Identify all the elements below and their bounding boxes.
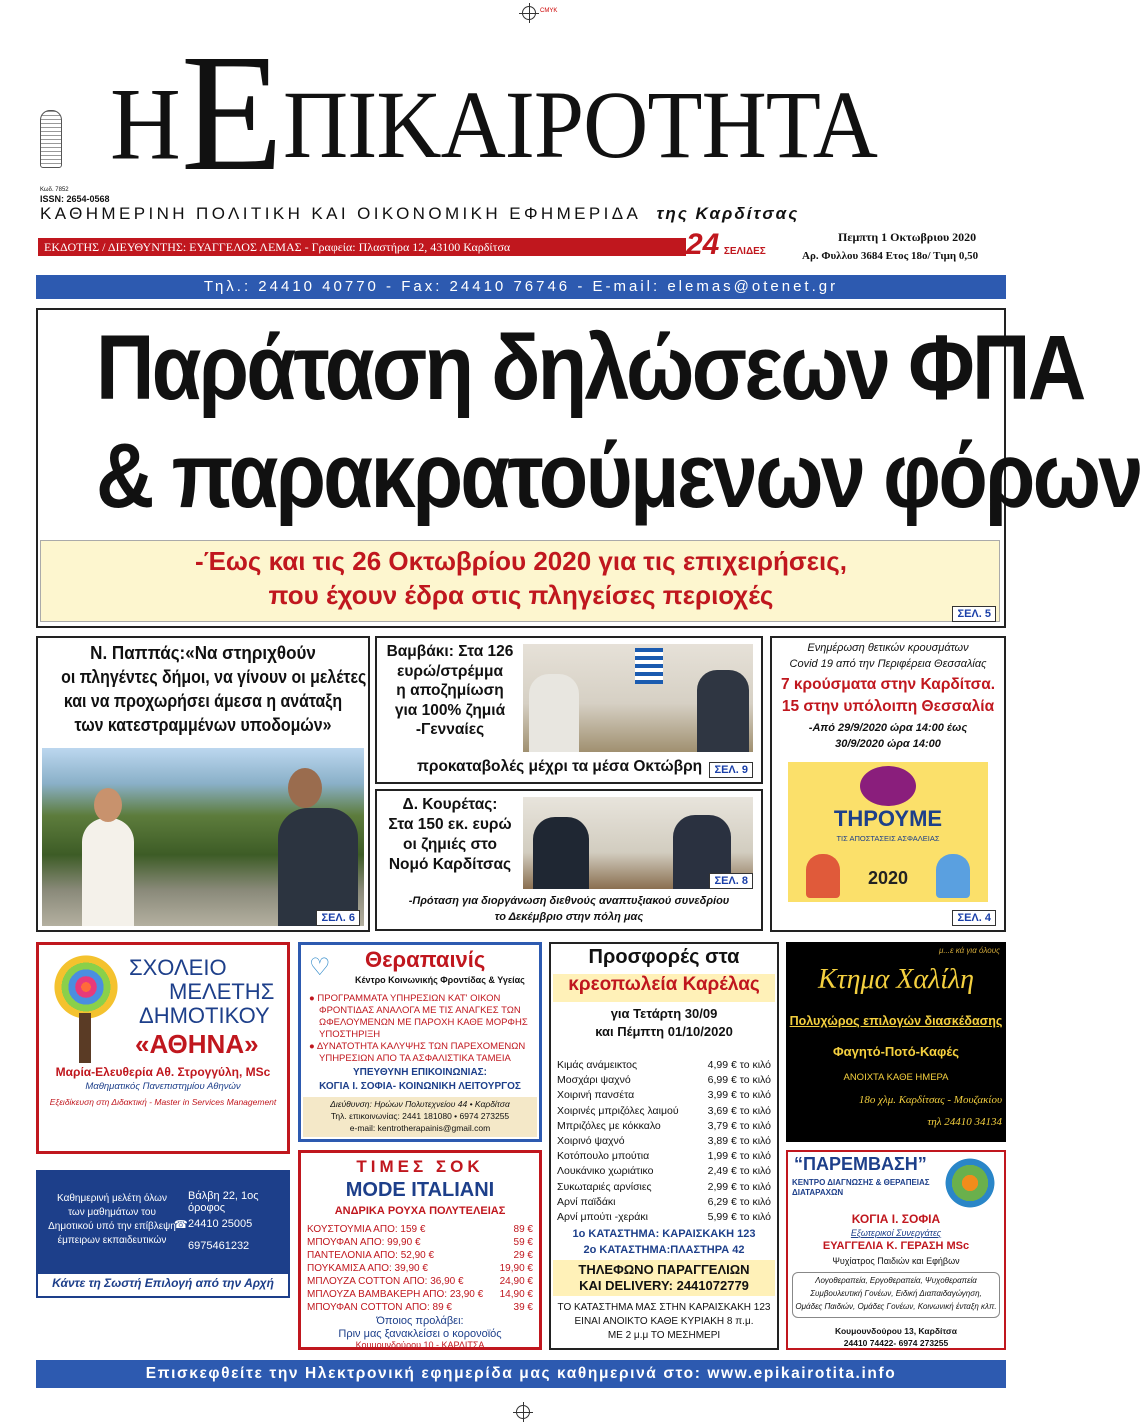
kouretas-note-2: το Δεκέμβριο στην πόλη μας: [494, 911, 644, 923]
story-kouretas[interactable]: [375, 789, 763, 931]
contact-info: Τηλ.: 24410 40770 - Fax: 24410 76746 - E-mail: elemas@otenet.gr: [203, 278, 839, 295]
tree-trunk: [79, 1013, 91, 1063]
kouretas-line-1: Δ. Κουρέτας:: [402, 796, 498, 813]
paremvasi-sub: ΚΕΝΤΡΟ ΔΙΑΓΝΩΣΗΣ & ΘΕΡΑΠΕΙΑΣ ΔΙΑΤΑΡΑΧΩΝ: [792, 1178, 930, 1197]
school-slogan: Κάντε τη Σωστή Επιλογή από την Αρχή: [52, 1276, 274, 1290]
paremvasi-logo: [940, 1156, 1000, 1210]
headline-box: [36, 308, 1141, 628]
therap-service-2: ● ΔΥΝΑΤΟΤΗΤΑ ΚΑΛΥΨΗΣ ΤΩΝ ΠΑΡΕΧΟΜΕΝΩΝ ΥΠΗΡΕΣΙΩΝ ΑΠΟ ΤΑ ΑΣΦΑΛΙΣΤΙΚΑ ΤΑΜΕΙΑ: [319, 1041, 537, 1065]
cotton-text: [381, 642, 519, 740]
headline-line1[interactable]: Παράταση δηλώσεων ΦΠΑ: [95, 317, 1084, 419]
butcher-item: Αρνί παϊδάκι 6,29 € το κιλό: [557, 1195, 771, 1208]
tree-crown: [49, 955, 123, 1019]
covid-poster: [788, 762, 988, 924]
mode-brand: MODE ITALIANI: [345, 1179, 495, 1201]
poster-year: 2020: [867, 868, 909, 888]
mode-c2: Πριν μας ξανακλείσει ο κορονοϊός: [338, 1328, 502, 1340]
butcher-title-2: κρεοπωλεία Καρέλας: [568, 974, 760, 995]
kouretas-note-1: -Πρόταση για διοργάνωση διεθνούς αναπτυξιακού συνεδρίου: [408, 895, 730, 907]
butcher-date-2: και Πέμπτη 01/10/2020: [595, 1024, 733, 1039]
ktima-tagline: μ...ε κά για όλους: [938, 946, 1000, 955]
school-l1: ΣΧΟΛΕΙΟ: [129, 955, 227, 980]
therap-service-1: ● ΠΡΟΓΡΑΜΜΑΤΑ ΥΠΗΡΕΣΙΩΝ ΚΑΤ' ΟΙΚΟΝ ΦΡΟΝΤΙΔΑΣ ΑΝΑΛΟΓΑ ΜΕ ΤΙΣ ΑΝΑΓΚΕΣ ΤΩΝ ΩΦΕΛΟΥΜΕΝΩΝ ΜΕ ΠΑΡΟΧΗ ΚΑΘΕ ΜΟΡΦΗΣ ΥΠΟΣΤΗΡΙΞΗ: [319, 993, 537, 1041]
butcher-item: Συκωταριές αρνίσιες 2,99 € το κιλό: [557, 1180, 771, 1193]
poster-sub: ΤΙΣ ΑΠΟΣΤΑΣΕΙΣ ΑΣΦΑΛΕΙΑΣ: [836, 834, 940, 843]
person-2: [278, 808, 358, 926]
official-2: [697, 670, 749, 752]
page-ref-5[interactable]: ΣΕΛ. 5: [952, 606, 996, 622]
flag: [635, 648, 663, 684]
therap-title: Θεραπαινίς: [365, 947, 486, 972]
school-desc-4: έμπειρων εκπαιδευτικών: [57, 1235, 167, 1246]
page-ref-9[interactable]: ΣΕΛ. 9: [709, 762, 753, 778]
tree-logo: [45, 951, 127, 1071]
butcher-footer-1: ΤΟ ΚΑΤΑΣΤΗΜΑ ΜΑΣ ΣΤΗΝ ΚΑΡΑΙΣΚΑΚΗ 123: [557, 1302, 771, 1313]
cotton-line-3: η αποζημίωση: [396, 682, 504, 699]
butcher-title-1: Προσφορές στα: [588, 946, 740, 968]
butcher-item: Αρνί μπούτι -χεράκι 5,99 € το κιλό: [557, 1211, 771, 1224]
ktima-l4: 18ο χλμ. Καρδίτσας - Μουζακίου: [858, 1094, 1002, 1106]
pages-count: [686, 228, 766, 262]
issue-date: Πεμπτη 1 Οκτωβριου 2020: [838, 230, 977, 244]
butcher-tel-2: ΚΑΙ DELIVERY: 2441072779: [579, 1278, 749, 1293]
covid-head-2: 15 στην υπόλοιπη Θεσσαλία: [781, 698, 995, 715]
butcher-store-2: 2ο ΚΑΤΑΣΤΗΜΑ:ΠΛΑΣΤΗΡΑ 42: [583, 1244, 745, 1256]
mode-c1: Όποιος προλάβει:: [376, 1315, 464, 1327]
mode-item: ΚΟΥΣΤΟΥΜΙΑ ΑΠΟ: 159 € 89 €: [307, 1224, 533, 1235]
issue-number: Αρ. Φυλλου 3684 Ετος 18ο/ Τιμη 0,50: [802, 250, 979, 262]
covid-range-1: -Από 29/9/2020 ώρα 14:00 έως: [808, 722, 968, 734]
school-l3: ΔΗΜΟΤΙΚΟΥ: [139, 1003, 270, 1028]
school-desc-1: Καθημερινή μελέτη όλων: [57, 1193, 167, 1204]
person-2-head: [288, 768, 322, 808]
butcher-item: Μπριζόλες με κόκκαλο 3,79 € το κιλό: [557, 1119, 771, 1132]
ad-butcher[interactable]: [549, 942, 779, 1350]
butcher-footer-3: ΜΕ 2 μ.μ ΤΟ ΜΕΣΗΜΕΡΙ: [607, 1330, 721, 1341]
pages-number: 24: [686, 228, 720, 261]
cotton-last-line: προκαταβολές μέχρι τα μέσα Οκτώβρη: [417, 758, 703, 775]
butcher-item: Χοιρινό ψαχνό 3,89 € το κιλό: [557, 1135, 771, 1148]
butcher-item: Χοιρινές μπριζόλες λαιμού 3,69 € το κιλό: [557, 1104, 771, 1117]
mode-item: ΜΠΛΟΥΖΑ ΒΑΜΒΑΚΕΡΗ ΑΠΟ: 23,90 € 14,90 €: [307, 1289, 533, 1300]
mode-item: ΜΠΟΥΦΑΝ ΑΠΟ: 99,90 € 59 €: [307, 1237, 533, 1248]
ad-school-bottom[interactable]: [36, 1170, 290, 1298]
pappas-head-2: οι πληγέντες δήμοι, να γίνουν οι μελέτες: [61, 666, 367, 687]
therap-sub: Κέντρο Κοινωνικής Φροντίδας & Υγείας: [355, 975, 525, 985]
paremvasi-srv1: Λογοθεραπεία, Εργοθεραπεία, Ψυχοθεραπεία: [815, 1276, 977, 1285]
person-a: [533, 817, 589, 889]
ktima-name: Κτημα Χαλίλη: [817, 964, 975, 995]
school-spec: Εξειδίκευση στη Διδακτική - Master in Services Management: [49, 1097, 277, 1107]
school-desc-2: των μαθημάτων του: [68, 1207, 156, 1218]
ad-ktima[interactable]: [786, 942, 1006, 1142]
butcher-price-list: [551, 1058, 777, 1225]
paremvasi-name2: ΕΥΑΓΓΕΛΙΑ Κ. ΓΕΡΑΣΗ MSc: [822, 1240, 970, 1252]
pappas-photo: [42, 748, 364, 926]
subtitle-main: ΚΑΘΗΜΕΡΙΝΗ ΠΟΛΙΤΙΚΗ ΚΑΙ ΟΙΚΟΝΟΜΙΚΗ ΕΦΗΜΕΡΙΔΑ: [40, 204, 641, 223]
paremvasi-tel: 24410 74422- 6974 273255: [843, 1338, 949, 1348]
pappas-head-1: Ν. Παππάς:«Να στηριχθούν: [90, 642, 316, 663]
therap-tel: Τηλ. επικοινωνίας: 2441 181080 • 6974 273255: [330, 1111, 510, 1121]
school-desc: [40, 1192, 184, 1248]
covid-intro-2: Covid 19 από την Περιφέρεια Θεσσαλίας: [789, 658, 987, 670]
cotton-photo: [523, 644, 753, 752]
cotton-line-4: για 100% ζημιά: [394, 701, 506, 719]
story-pappas[interactable]: [36, 636, 370, 932]
covid-head-1: 7 κρούσματα στην Καρδίτσα.: [780, 676, 996, 693]
cotton-line-5: -Γενναίες: [415, 721, 485, 738]
person-1: [82, 818, 134, 926]
mode-price-list: [301, 1223, 539, 1314]
butcher-item: Κοτόπουλο μπούτια 1,99 € το κιλό: [557, 1150, 771, 1163]
poster-title: ΤΗΡΟΥΜΕ: [833, 806, 943, 831]
page-ref-4[interactable]: ΣΕΛ. 4: [952, 910, 996, 926]
registration-mark-top: [522, 6, 536, 20]
covid-intro-1: Ενημέρωση θετικών κρουσμάτων: [807, 642, 969, 654]
pappas-head-4: των κατεστραμμένων υποδομών»: [74, 714, 332, 735]
butcher-tel-1: ΤΗΛΕΦΩΝΟ ΠΑΡΑΓΓΕΛΙΩΝ: [578, 1262, 750, 1277]
school-l2: ΜΕΛΕΤΗΣ: [169, 979, 275, 1004]
footer-link[interactable]: Επισκεφθείτε την Ηλεκτρονική εφημερίδα μας καθημερινά στο: www.epikairotita.info: [145, 1365, 897, 1382]
ktima-l2: Φαγητό-Ποτό-Καφές: [833, 1044, 959, 1059]
paremvasi-title: “ΠΑΡΕΜΒΑΣΗ”: [794, 1154, 927, 1174]
butcher-item: Χοιρινή πανσέτα 3,99 € το κιλό: [557, 1089, 771, 1102]
issn: ISSN: 2654-0568: [40, 194, 110, 204]
butcher-item: Μοσχάρι ψαχνό 6,99 € το κιλό: [557, 1074, 771, 1087]
phone-icon: ☎: [174, 1219, 188, 1231]
kouretas-line-2: Στα 150 εκ. ευρώ: [388, 816, 512, 833]
butcher-store-1: 1ο ΚΑΤΑΣΤΗΜΑ: ΚΑΡΑΙΣΚΑΚΗ 123: [572, 1228, 756, 1240]
title-rest: ΠΙΚΑΙΡΟΤΗΤΑ: [283, 71, 878, 178]
subheadline-line1: -Έως και τις 26 Οκτωβρίου 2020 για τις επιχειρήσεις,: [195, 546, 847, 576]
paremvasi-role: Ψυχίατρος Παιδιών και Εφήβων: [832, 1256, 960, 1266]
school-teacher: Μαρία-Ελευθερία Αθ. Στρογγύλη, MSc: [55, 1065, 271, 1079]
title-e: E: [180, 20, 284, 206]
mode-addr: Κουμουνδούρου 10 - ΚΑΡΔΙΤΣΑ: [355, 1340, 485, 1350]
paremvasi-name1: ΚΟΓΙΑ Ι. ΣΟΦΙΑ: [851, 1212, 941, 1226]
mode-item: ΠΟΥΚΑΜΙΣΑ ΑΠΟ: 39,90 € 19,90 €: [307, 1263, 533, 1274]
mode-item: ΜΠΟΥΦΑΝ COTTON ΑΠΟ: 89 € 39 €: [307, 1302, 533, 1313]
paremvasi-srv3: Ομάδες Παιδιών, Ομάδες Γονέων, Κοινωνική ένταξη κλπ.: [795, 1302, 997, 1311]
subtitle-tail: της Καρδίτσας: [656, 204, 800, 223]
kouretas-text: [381, 795, 519, 875]
ktima-l1: Πολυχώρος επιλογών διασκέδασης: [789, 1014, 1003, 1028]
pappas-head-3: και να προχωρήσει άμεσα η ανάταξη: [63, 690, 343, 711]
publisher-info: ΕΚΔΟΤΗΣ / ΔΙΕΥΘΥΝΤΗΣ: ΕΥΑΓΓΕΛΟΣ ΛΕΜΑΣ - Γραφεία: Πλαστήρα 12, 43100 Καρδίτσα: [44, 240, 511, 254]
registration-mark-bottom: [516, 1405, 530, 1419]
butcher-date-1: για Τετάρτη 30/09: [610, 1006, 718, 1021]
ad-paremvasi[interactable]: [786, 1150, 1006, 1350]
therap-email: e-mail: kentrotherapainis@gmail.com: [349, 1123, 491, 1133]
paremvasi-srv2: Συμβουλευτική Γονέων, Ειδική Διαπαιδαγώγηση,: [810, 1289, 982, 1298]
butcher-item: Κιμάς ανάμεικτος 4,99 € το κιλό: [557, 1059, 771, 1071]
kouretas-line-3: οι ζημιές στο: [402, 836, 498, 853]
therap-addr: Διεύθυνση: Ηρώων Πολυτεχνείου 44 • Καρδίτσα: [330, 1099, 510, 1109]
cmyk-label: CMYK: [540, 8, 558, 14]
pages-label: ΣΕΛΙΔΕΣ: [723, 246, 766, 257]
ad-mode-italiani[interactable]: [298, 1150, 542, 1350]
paremvasi-addr: Κουμουνδούρου 13, Καρδίτσα: [835, 1326, 957, 1336]
page-ref-8[interactable]: ΣΕΛ. 8: [709, 873, 753, 889]
headline-line2[interactable]: & παρακρατούμενων φόρων: [95, 425, 1141, 527]
heart-icon: ♡: [309, 954, 331, 981]
mode-sub: ΑΝΔΡΙΚΑ ΡΟΥΧΑ ΠΟΛΥΤΕΛΕΙΑΣ: [334, 1205, 506, 1217]
covid-range-2: 30/9/2020 ώρα 14:00: [835, 738, 941, 750]
mode-item: ΜΠΛΟΥΖΑ COTTON ΑΠΟ: 36,90 € 24,90 €: [307, 1276, 533, 1287]
person-1-head: [94, 788, 122, 822]
therap-resp-name: ΚΟΓΙΑ Ι. ΣΟΦΙΑ- ΚΟΙΝΩΝΙΚΗ ΛΕΙΤΟΥΡΓΟΣ: [319, 1081, 521, 1092]
cotton-line-1: Βαμβάκι: Στα 126: [386, 643, 514, 660]
paremvasi-coop: Εξωτερικοί Συνεργάτες: [850, 1228, 942, 1238]
poster-badge: [860, 766, 916, 806]
school-name: «ΑΘΗΝΑ»: [135, 1029, 259, 1059]
mode-item: ΠΑΝΤΕΛΟΝΙΑ ΑΠΟ: 52,90 € 29 €: [307, 1250, 533, 1261]
school-degree: Μαθηματικός Πανεπιστημίου Αθηνών: [85, 1081, 241, 1092]
ad-therapainis[interactable]: [298, 942, 542, 1142]
school-tel-1: 24410 25005: [188, 1218, 253, 1230]
subtitle: [40, 204, 799, 224]
therap-resp-label: ΥΠΕΥΘΥΝΗ ΕΠΙΚΟΙΝΩΝΙΑΣ:: [352, 1067, 488, 1078]
school-addr: Βάλβη 22, 1ος όροφος: [188, 1190, 259, 1214]
school-desc-3: Δημοτικού υπό την επίβλεψη: [48, 1221, 176, 1232]
school-tel-2: 6975461232: [188, 1240, 250, 1252]
story-cotton[interactable]: [375, 636, 763, 784]
kouretas-line-4: Νομό Καρδίτσας: [388, 856, 512, 873]
butcher-footer-2: ΕΙΝΑΙ ΑΝΟΙΚΤΟ ΚΑΘΕ ΚΥΡΙΑΚΗ 8 π.μ.: [574, 1316, 754, 1327]
cotton-line-2: ευρώ/στρέμμα: [397, 662, 503, 680]
official-1: [529, 674, 579, 752]
therap-services: [305, 993, 537, 1065]
ktima-l3: ΑΝΟΙΧΤΑ ΚΑΘΕ ΗΜΕΡΑ: [843, 1072, 949, 1083]
mode-top: ΤΙΜΕΣ ΣΟΚ: [356, 1157, 484, 1176]
subheadline-line2: που έχουν έδρα στις πληγείσες περιοχές: [268, 580, 774, 610]
title-h: H: [110, 68, 181, 182]
ad-school[interactable]: [36, 942, 290, 1154]
story-covid[interactable]: [770, 636, 1006, 932]
ktima-l5: τηλ 24410 34134: [927, 1116, 1002, 1128]
butcher-item: Λουκάνικο χωριάτικο 2,49 € το κιλό: [557, 1165, 771, 1178]
seal-logo: [40, 110, 62, 168]
kod-number: Κωδ. 7852: [40, 187, 69, 193]
masthead-title: [110, 20, 915, 210]
page-ref-6[interactable]: ΣΕΛ. 6: [316, 910, 360, 926]
